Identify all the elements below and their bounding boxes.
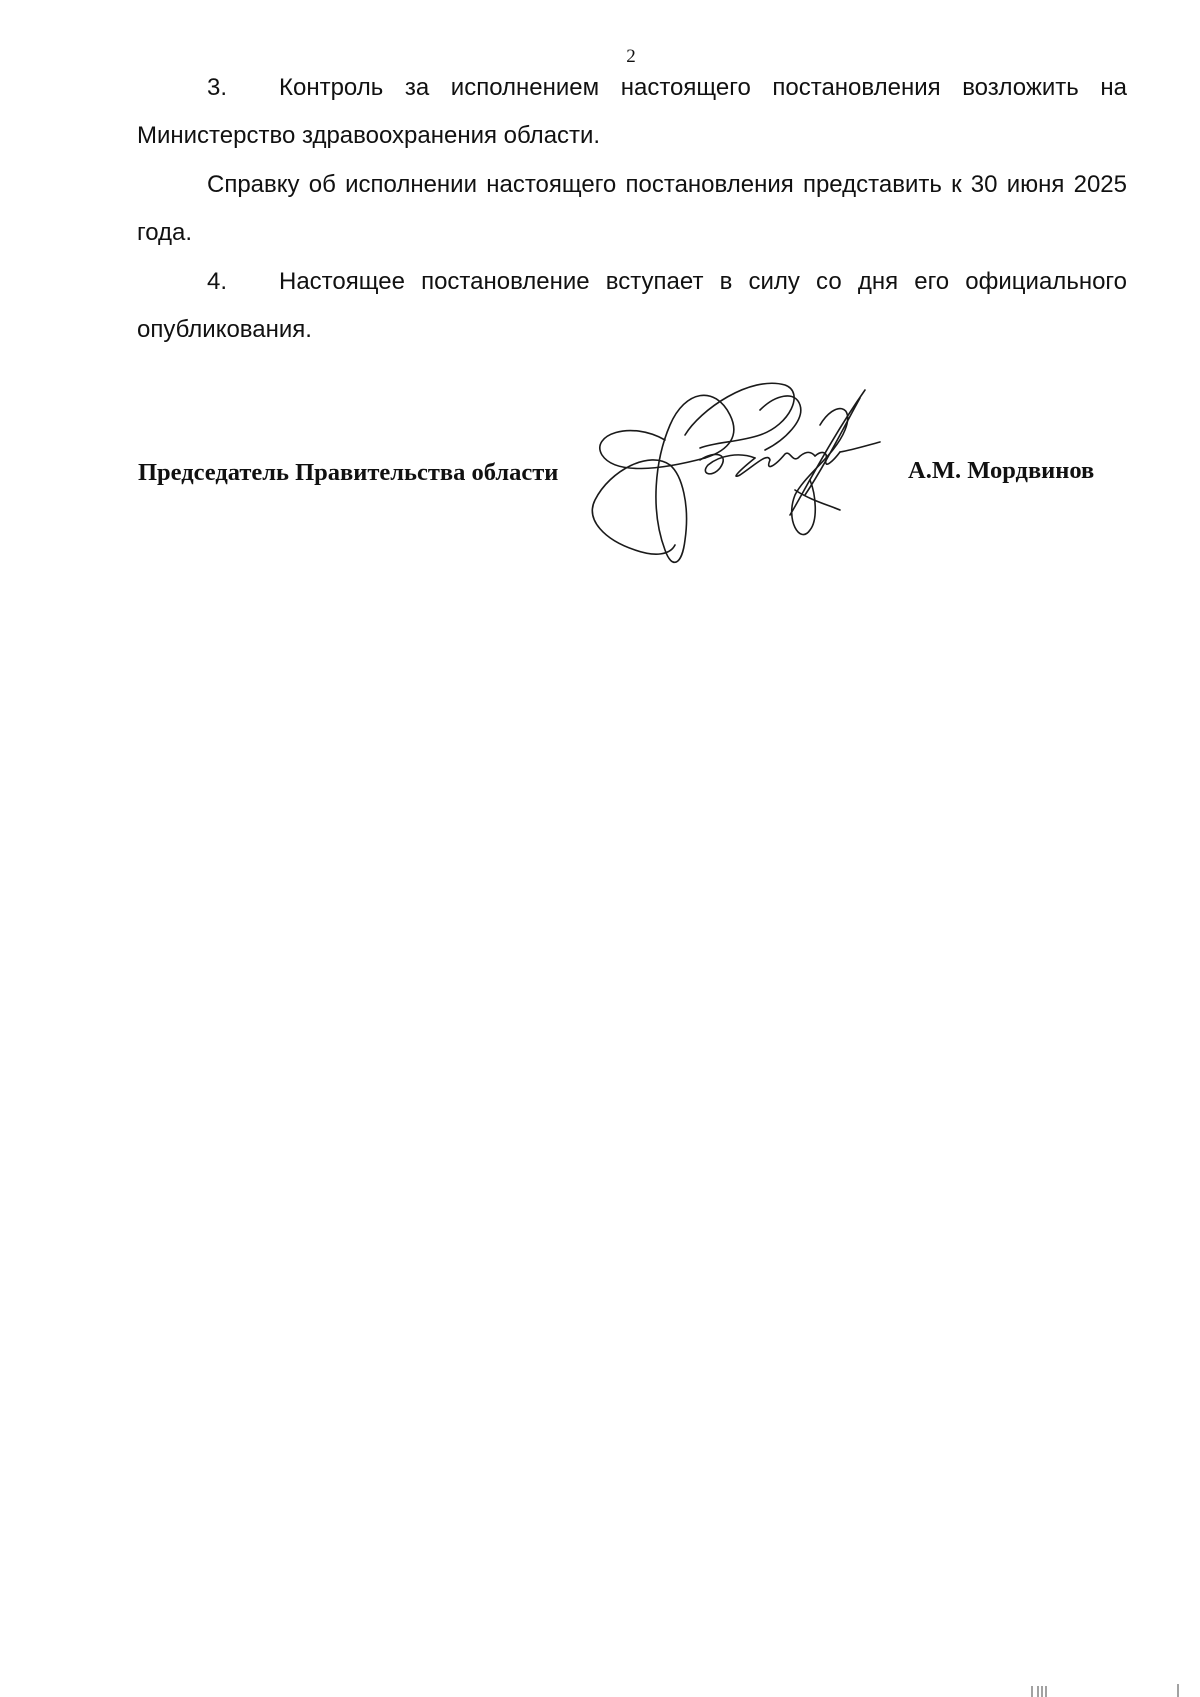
paragraph-4 <box>137 258 1127 354</box>
paragraph-3 <box>137 64 1127 160</box>
signature-block <box>0 380 1200 600</box>
paragraph-3-number: 3. <box>207 74 228 101</box>
paragraph-4-number: 4. <box>207 268 228 295</box>
signatory-position: Председатель Правительства области <box>138 459 559 486</box>
handwritten-signature <box>590 380 950 590</box>
paragraph-4-text: Настоящее постановление вступает в силу со дня его официального опубликования. <box>137 268 1127 343</box>
paragraph-3-text: Контроль за исполнением настоящего постановления возложить на Министерство здравоохранения области. <box>137 74 1127 149</box>
signatory-name: А.М. Мордвинов <box>908 457 1095 484</box>
paragraph-report <box>137 161 1127 257</box>
paragraph-report-text: Справку об исполнении настоящего постановления представить к 30 июня 2025 года. <box>137 171 1127 246</box>
page-number: 2 <box>626 46 636 67</box>
scan-edge-marks <box>1030 1680 1200 1697</box>
